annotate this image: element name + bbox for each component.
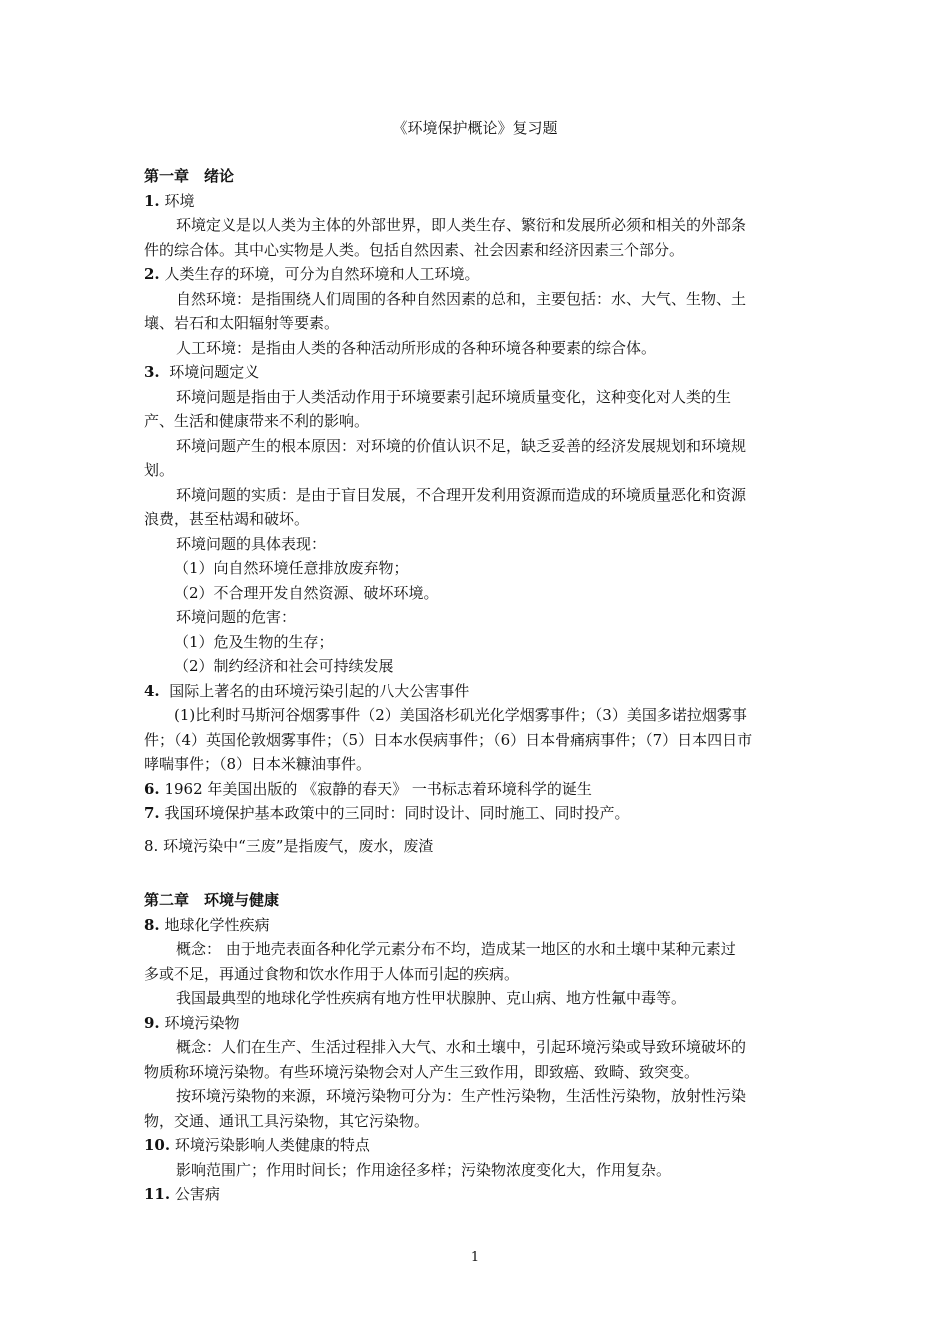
section-number: 9. [144, 1013, 160, 1032]
section-heading-10 [144, 1133, 808, 1158]
paragraph-line: 划。 [144, 461, 175, 479]
section-title: 人类生存的环境，可分为自然环境和人工环境。 [164, 265, 480, 283]
section-heading-8b [144, 913, 808, 938]
paragraph-line: (1)比利时马斯河谷烟雾事件（2）美国洛杉矶光化学烟雾事件；（3）美国多诺拉烟雾事 [174, 706, 747, 724]
section-heading-9 [144, 1011, 808, 1036]
section-heading-8: 8. 环境污染中“三废”是指废气，废水，废渣 [144, 836, 434, 855]
section-text: 1962 年美国出版的 《寂静的春天》 一书标志着环境科学的诞生 [164, 779, 592, 798]
paragraph-line: 环境问题的具体表现： [176, 534, 327, 553]
paragraph-line: 壤、岩石和太阳辐射等要素。 [144, 314, 340, 332]
paragraph-line: 环境问题是指由于人类活动作用于环境要素引起环境质量变化，这种变化对人类的生 [176, 387, 732, 406]
section-number: 3. [144, 363, 160, 381]
paragraph-line: 人工环境：是指由人类的各种活动所形成的各种环境各种要素的综合体。 [176, 338, 657, 357]
paragraph-line: 哮喘事件；（8）日本米糠油事件。 [144, 755, 372, 773]
section-number: 10. [144, 1136, 171, 1154]
section-heading-7 [144, 801, 808, 826]
paragraph-line: 自然环境：是指围绕人们周围的各种自然因素的总和，主要包括：水、大气、生物、土 [176, 289, 747, 308]
paragraph-line: 我国最典型的地球化学性疾病有地方性甲状腺肿、克山病、地方性氟中毒等。 [176, 989, 687, 1007]
paragraph-line: 环境问题产生的根本原因：对环境的价值认识不足，缺乏妥善的经济发展规划和环境规 [176, 436, 747, 455]
paragraph-line: 环境问题的危害： [176, 608, 297, 626]
paragraph-line: 概念：人们在生产、生活过程排入大气、水和土壤中，引起环境污染或导致环境破坏的 [176, 1038, 747, 1056]
list-item: （1）危及生物的生存； [174, 632, 334, 651]
section-heading-2 [144, 262, 808, 287]
paragraph-line: 产、生活和健康带来不利的影响。 [144, 412, 370, 430]
section-number: 4. [144, 681, 160, 700]
section-number: 1. [144, 191, 160, 210]
list-item: （1）向自然环境任意排放废弃物； [174, 559, 409, 577]
paragraph-line: 物，交通、通讯工具污染物，其它污染物。 [144, 1111, 430, 1130]
paragraph-line: 浪费，甚至枯竭和破坏。 [144, 510, 310, 528]
document-body [144, 164, 808, 1207]
paragraph-line: 件；（4）英国伦敦烟雾事件；（5）日本水俣病事件；（6）日本骨痛病事件；（7）日本四日市 [144, 730, 753, 749]
section-title: 环境问题定义 [169, 363, 260, 381]
section-title: 国际上著名的由环境污染引起的八大公害事件 [169, 681, 470, 700]
paragraph-line: 环境问题的实质：是由于盲目发展，不合理开发利用资源而造成的环境质量恶化和资源 [176, 485, 747, 504]
section-number: 7. [144, 804, 160, 822]
paragraph-line: 按环境污染物的来源，环境污染物可分为：生产性污染物，生活性污染物，放射性污染 [176, 1087, 747, 1105]
paragraph-line: 概念： 由于地壳表面各种化学元素分布不均，造成某一地区的水和土壤中某种元素过 [176, 940, 736, 958]
page-number: 1 [470, 1250, 480, 1265]
section-heading-1 [144, 189, 808, 214]
section-number: 8. [144, 915, 160, 934]
section-title: 环境 [164, 191, 195, 210]
section-title: 地球化学性疾病 [164, 915, 270, 934]
section-heading-3 [144, 360, 808, 385]
section-title: 环境污染物 [164, 1013, 240, 1032]
section-text: 我国环境保护基本政策中的三同时：同时设计、同时施工、同时投产。 [164, 804, 630, 822]
chapter-1-heading: 第一章 绪论 [144, 167, 235, 185]
list-item: （2）制约经济和社会可持续发展 [174, 657, 394, 675]
section-title: 公害病 [174, 1185, 220, 1203]
paragraph-line: 件的综合体。其中心实物是人类。包括自然因素、社会因素和经济因素三个部分。 [144, 240, 685, 259]
paragraph-line: 多或不足，再通过食物和饮水作用于人体而引起的疾病。 [144, 964, 520, 983]
section-heading-6 [144, 777, 808, 802]
section-heading-4 [144, 679, 808, 704]
section-number: 11. [144, 1185, 171, 1203]
list-item: （2）不合理开发自然资源、破坏环境。 [174, 583, 439, 602]
chapter-2-heading: 第二章 环境与健康 [144, 891, 280, 909]
section-number: 2. [144, 265, 160, 283]
paragraph-line: 物质称环境污染物。有些环境污染物会对人产生三致作用，即致癌、致畸、致突变。 [144, 1062, 700, 1081]
section-number: 6. [144, 779, 160, 798]
paragraph-line: 环境定义是以人类为主体的外部世界，即人类生存、繁衍和发展所必须和相关的外部条 [176, 216, 747, 234]
section-heading-11 [144, 1182, 808, 1207]
document-title: 《环境保护概论》复习题 [392, 119, 558, 137]
paragraph-line: 影响范围广；作用时间长；作用途径多样；污染物浓度变化大，作用复杂。 [176, 1160, 672, 1179]
section-title: 环境污染影响人类健康的特点 [174, 1136, 370, 1154]
